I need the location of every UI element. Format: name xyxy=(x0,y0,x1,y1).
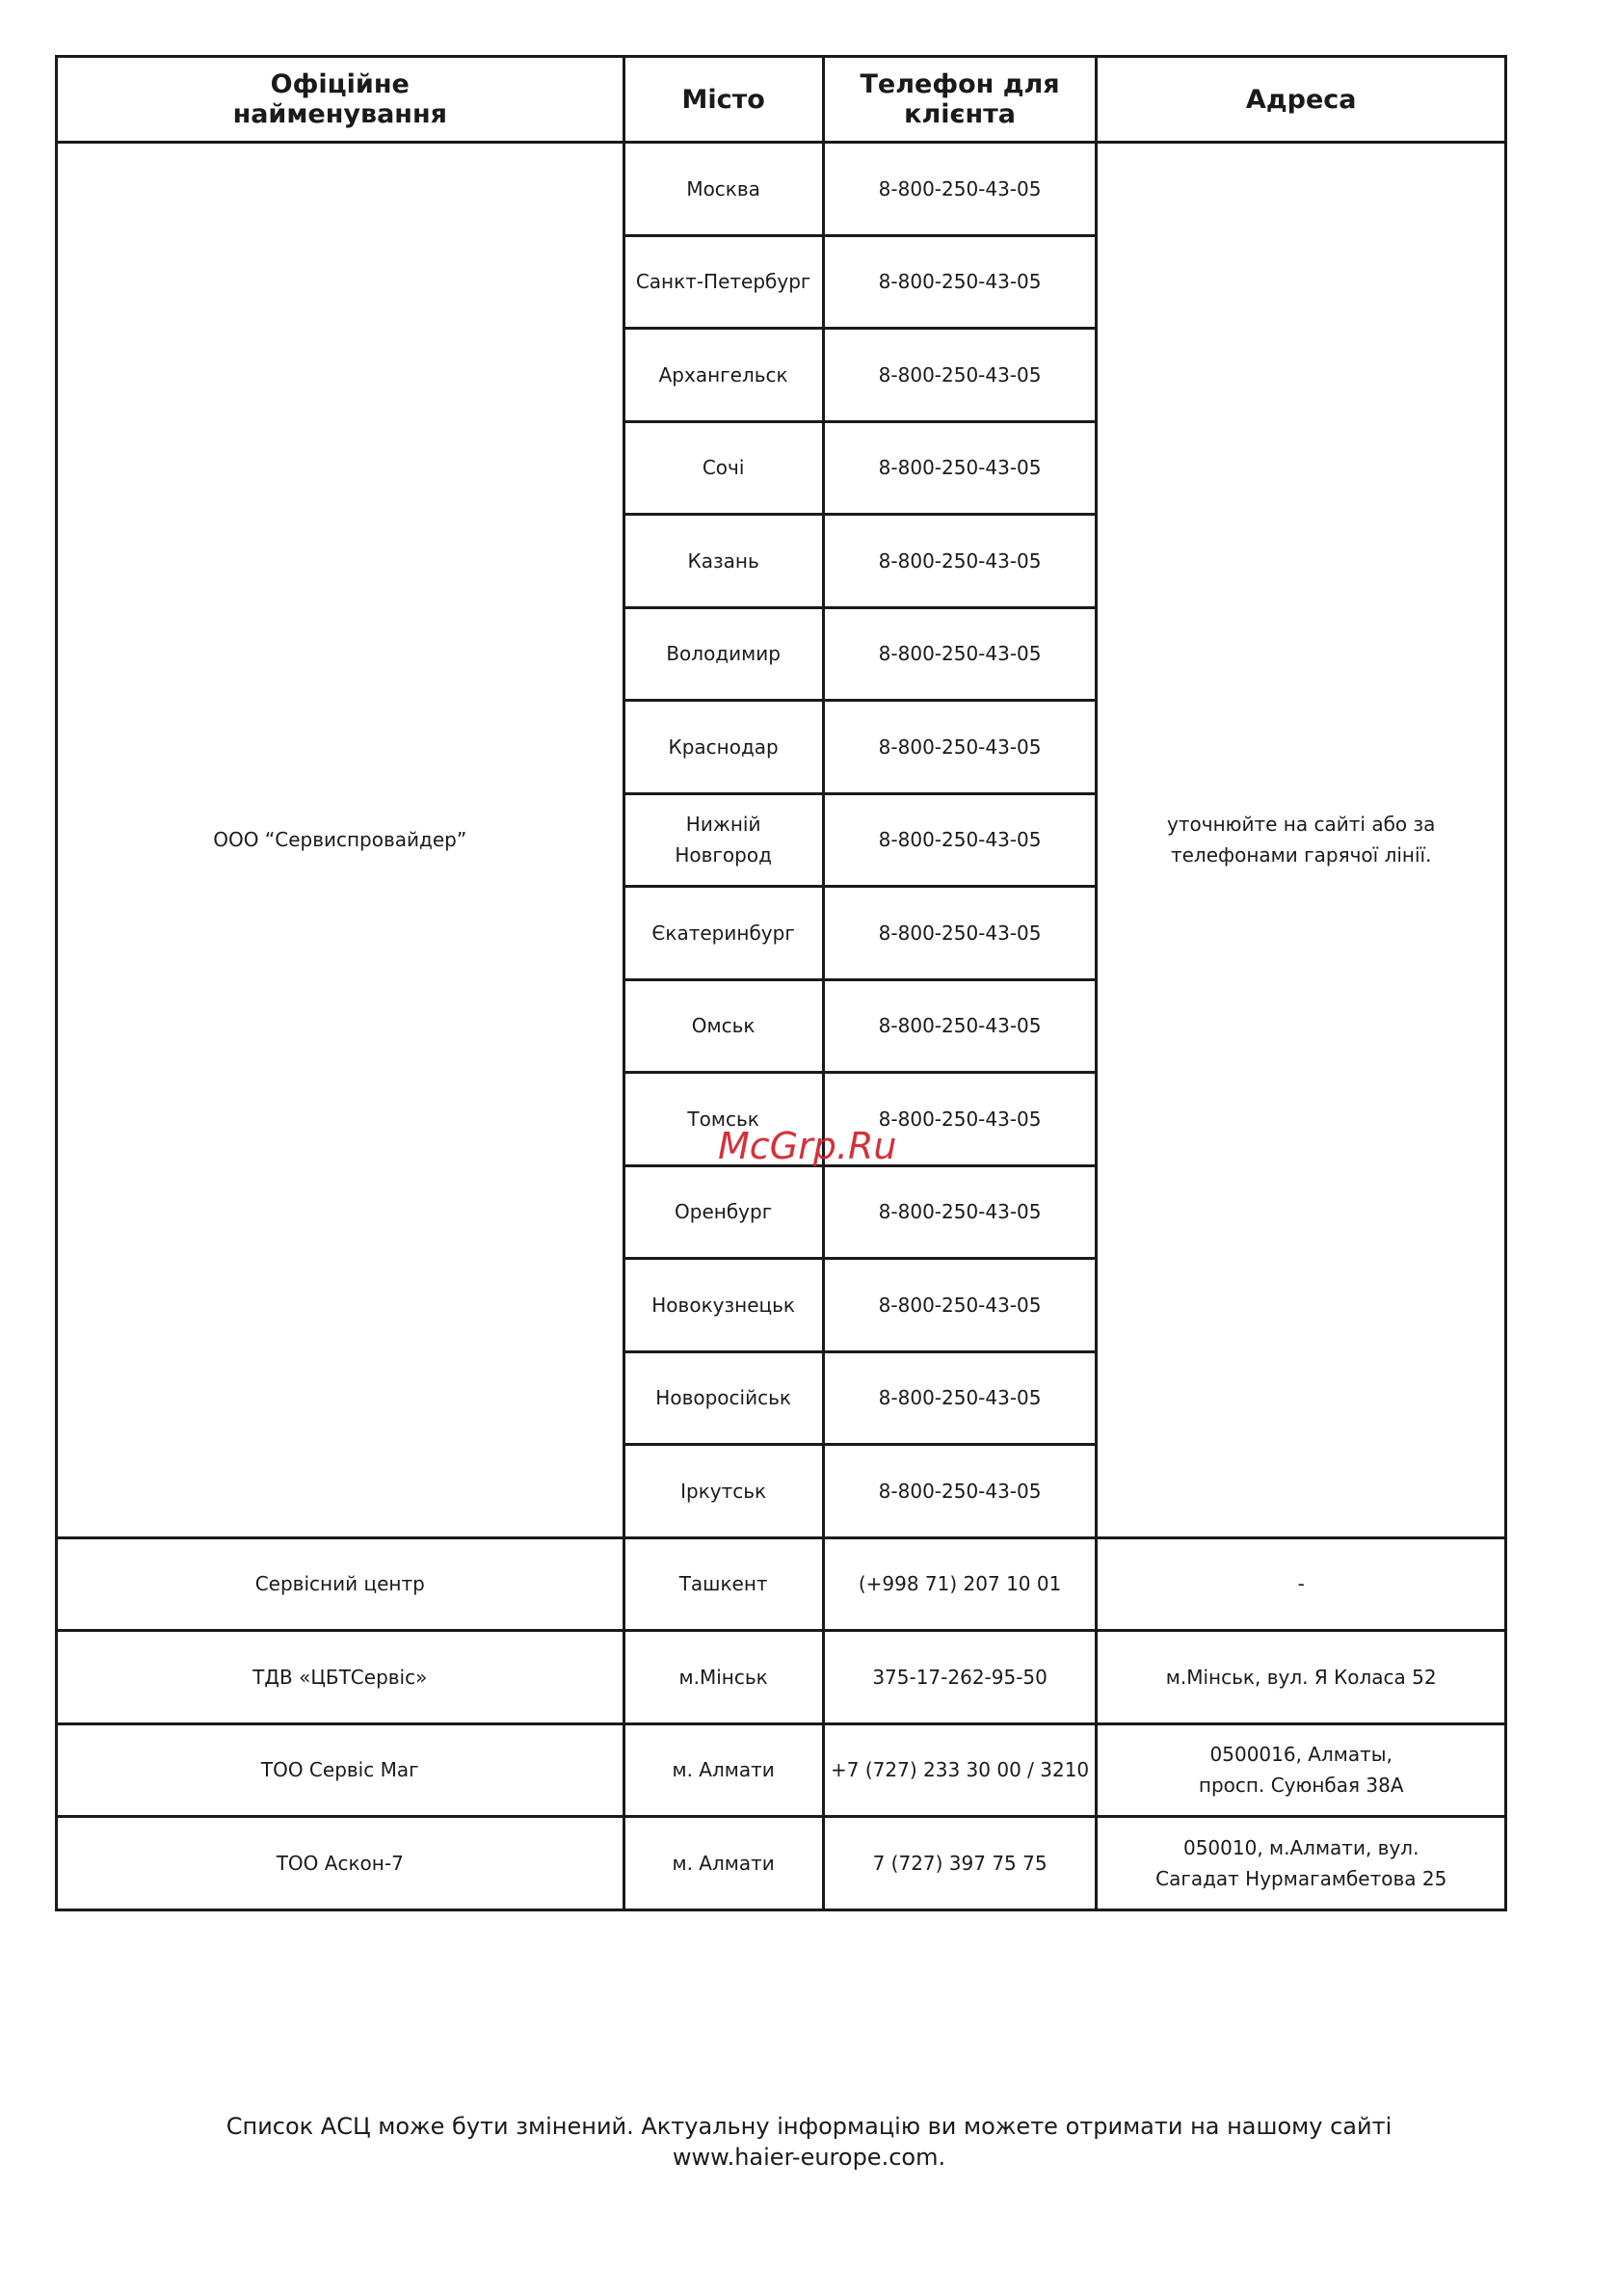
footer-note xyxy=(0,2111,1618,2173)
city-cell: Володимир xyxy=(623,607,823,701)
city-cell: м. Алмати xyxy=(623,1723,823,1817)
city-cell: Новоросійськ xyxy=(623,1351,823,1445)
address-cell xyxy=(1097,1537,1506,1631)
phone-cell: 8-800-250-43-05 xyxy=(823,143,1097,236)
header-phone-line1: Телефон для xyxy=(860,69,1060,99)
watermark: McGrp.Ru xyxy=(718,1125,897,1167)
phone-cell: (+998 71) 207 10 01 xyxy=(823,1537,1097,1631)
phone-cell: 8-800-250-43-05 xyxy=(823,421,1097,515)
phone-cell: 8-800-250-43-05 xyxy=(823,1073,1097,1166)
footer-line2: www.haier-europe.com. xyxy=(672,2144,946,2171)
city-cell: м.Мінськ xyxy=(623,1631,823,1724)
header-phone-line2: клієнта xyxy=(904,99,1017,129)
city-cell: Єкатеринбург xyxy=(623,887,823,980)
address-line1: 050010, м.Алмати, вул. xyxy=(1182,1835,1419,1859)
phone-cell: 8-800-250-43-05 xyxy=(823,329,1097,422)
address-cell xyxy=(1097,1723,1506,1817)
phone-cell: 8-800-250-43-05 xyxy=(823,515,1097,608)
official-name-cell: ТОО Аскон-7 xyxy=(57,1817,624,1910)
city-cell: Краснодар xyxy=(623,701,823,794)
phone-cell: 8-800-250-43-05 xyxy=(823,1445,1097,1538)
group-address-line2: телефонами гарячої лінії. xyxy=(1170,843,1432,868)
group-official-name: ООО “Сервиспровайдер” xyxy=(57,143,624,1538)
city-cell: Оренбург xyxy=(623,1165,823,1259)
address-cell xyxy=(1097,1817,1506,1910)
official-name-cell: Сервісний центр xyxy=(57,1537,624,1631)
phone-cell: 7 (727) 397 75 75 xyxy=(823,1817,1097,1910)
city-cell: Казань xyxy=(623,515,823,608)
address-line1: 0500016, Алматы, xyxy=(1209,1743,1393,1767)
table-row xyxy=(57,143,1506,236)
phone-cell: 8-800-250-43-05 xyxy=(823,701,1097,794)
header-city: Місто xyxy=(623,57,823,143)
phone-cell: 8-800-250-43-05 xyxy=(823,1165,1097,1259)
table-row xyxy=(57,1631,1506,1724)
footer-line1: Список АСЦ може бути змінений. Актуальну інформацію ви можете отримати на нашому сайті xyxy=(225,2113,1393,2140)
header-name-line2: найменування xyxy=(232,99,447,129)
group-address xyxy=(1097,143,1506,1538)
header-official-name xyxy=(57,57,624,143)
phone-cell: +7 (727) 233 30 00 / 3210 xyxy=(823,1723,1097,1817)
address-cell xyxy=(1097,1631,1506,1724)
phone-cell: 8-800-250-43-05 xyxy=(823,979,1097,1073)
table-header-row xyxy=(57,57,1506,143)
service-centers-table xyxy=(55,55,1507,1911)
official-name-cell: ТОО Сервіс Маг xyxy=(57,1723,624,1817)
address-line1: - xyxy=(1297,1572,1305,1596)
address-line2: просп. Суюнбая 38А xyxy=(1198,1774,1404,1798)
phone-cell: 8-800-250-43-05 xyxy=(823,235,1097,329)
city-line2: Новгород xyxy=(675,843,772,868)
city-cell: Москва xyxy=(623,143,823,236)
city-cell: Томськ xyxy=(623,1073,823,1166)
city-cell xyxy=(623,793,823,887)
city-cell: Санкт-Петербург xyxy=(623,235,823,329)
address-line2: Сагадат Нурмагамбетова 25 xyxy=(1155,1866,1447,1890)
address-line1: м.Мінськ, вул. Я Коласа 52 xyxy=(1165,1665,1437,1689)
city-cell: Ташкент xyxy=(623,1537,823,1631)
city-cell: Іркутськ xyxy=(623,1445,823,1538)
official-name-cell: ТДВ «ЦБТСервіс» xyxy=(57,1631,624,1724)
city-cell: Новокузнецьк xyxy=(623,1259,823,1352)
city-cell: Омськ xyxy=(623,979,823,1073)
phone-cell: 375-17-262-95-50 xyxy=(823,1631,1097,1724)
phone-cell: 8-800-250-43-05 xyxy=(823,1259,1097,1352)
phone-cell: 8-800-250-43-05 xyxy=(823,793,1097,887)
phone-cell: 8-800-250-43-05 xyxy=(823,887,1097,980)
header-phone xyxy=(823,57,1097,143)
group-address-line1: уточнюйте на сайті або за xyxy=(1167,813,1436,837)
city-line1: Нижній xyxy=(685,813,761,837)
table-row xyxy=(57,1723,1506,1817)
city-cell: Архангельск xyxy=(623,329,823,422)
city-cell: Сочі xyxy=(623,421,823,515)
phone-cell: 8-800-250-43-05 xyxy=(823,1351,1097,1445)
header-name-line1: Офіційне xyxy=(270,69,410,99)
header-address: Адреса xyxy=(1097,57,1506,143)
table-row xyxy=(57,1537,1506,1631)
phone-cell: 8-800-250-43-05 xyxy=(823,607,1097,701)
city-cell: м. Алмати xyxy=(623,1817,823,1910)
table-row xyxy=(57,1817,1506,1910)
